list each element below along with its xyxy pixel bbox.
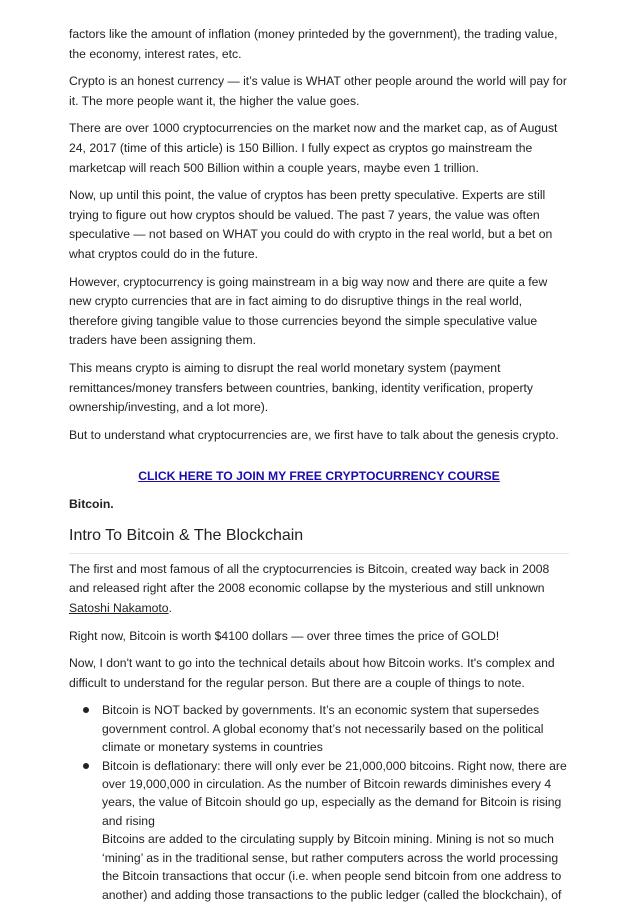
bitcoin-facts-list [69, 701, 569, 903]
list-item-continuation: Bitcoins are added to the circulating supply by Bitcoin mining. Mining is not so much ‘mining’ as in the traditional sense, but rather computers across the world processing the Bitcoin transactions that occur (i.e. when people send bitcoin from one address to another) and adding those transactions to the public ledger (called the blockchain), of [102, 832, 562, 902]
paragraph-speculative-value: Now, up until this point, the value of cryptos has been pretty speculative. Experts are still trying to figure out how cryptos should be valued. The past 7 years, the value was often speculative — not based on WHAT you could do with crypto in the real world, but a bet on what cryptos could do in the future. [69, 188, 553, 261]
paragraph-mainstream: However, cryptocurrency is going mainstream in a big way now and there are quite a few new crypto currencies that are in fact aiming to do disruptive things in the real world, therefore giving tangible value to those currencies beyond the simple speculative value traders have been assigning them. [69, 274, 548, 348]
section-heading: Intro To Bitcoin & The Blockchain [69, 527, 569, 554]
bitcoin-label: Bitcoin. [69, 497, 114, 512]
article-body [69, 25, 569, 904]
paragraph-disrupt-monetary: This means crypto is aiming to disrupt the real world monetary system (payment remittances/money transfers between countries, banking, identity verification, property ownership/investing, and a lot more). [69, 360, 534, 415]
course-cta [69, 467, 569, 486]
list-item [102, 757, 569, 904]
list-item-text: Bitcoin is deflationary: there will only ever be 21,000,000 bitcoins. Right now, there are over 19,000,000 in circulation. As the number of Bitcoin rewards diminishes every 4 years, the value of Bitcoin should go up, especially as the demand for Bitcoin is rising and rising [102, 758, 567, 828]
satoshi-nakamoto-link[interactable]: Satoshi Nakamoto [69, 601, 169, 616]
paragraph-technical: Now, I don't want to go into the technical details about how Bitcoin works. It's complex and difficult to understand for the regular person. But there are a couple of things to note. [69, 656, 555, 690]
bullet-icon [83, 707, 89, 713]
paragraph-market-cap: There are over 1000 cryptocurrencies on the market now and the market cap, as of August 24, 2017 (time of this article) is 150 Billion. I fully expect as cryptos go mainstream the marketcap will reach 500 Billion within a couple years, maybe even 1 trillion. [69, 121, 558, 175]
intro-suffix: . [168, 601, 172, 616]
paragraph-bitcoin-intro [69, 560, 569, 619]
paragraph-bitcoin-price: Right now, Bitcoin is worth $4100 dollars — over three times the price of GOLD! [69, 628, 500, 643]
list-item-text: Bitcoin is NOT backed by governments. It’s an economic system that supersedes government control. A global economy that’s not necessarily based on the political climate or monetary systems in countries [102, 703, 544, 755]
intro-text: The first and most famous of all the cryptocurrencies is Bitcoin, created way back in 2008 and released right after the 2008 economic collapse by the mysterious and still unknown [69, 561, 550, 596]
paragraph-inflation: factors like the amount of inflation (money printeded by the government), the trading value, the economy, interest rates, etc. [69, 27, 558, 61]
list-item [102, 701, 569, 756]
paragraph-genesis-crypto: But to understand what cryptocurrencies are, we first have to talk about the genesis crypto. [69, 427, 559, 442]
paragraph-honest-currency: Crypto is an honest currency — it’s value is WHAT other people around the world will pay for it. The more people want it, the higher the value goes. [69, 74, 567, 108]
join-course-link[interactable]: CLICK HERE TO JOIN MY FREE CRYPTOCURRENCY COURSE [138, 469, 500, 484]
bullet-icon [83, 763, 89, 769]
